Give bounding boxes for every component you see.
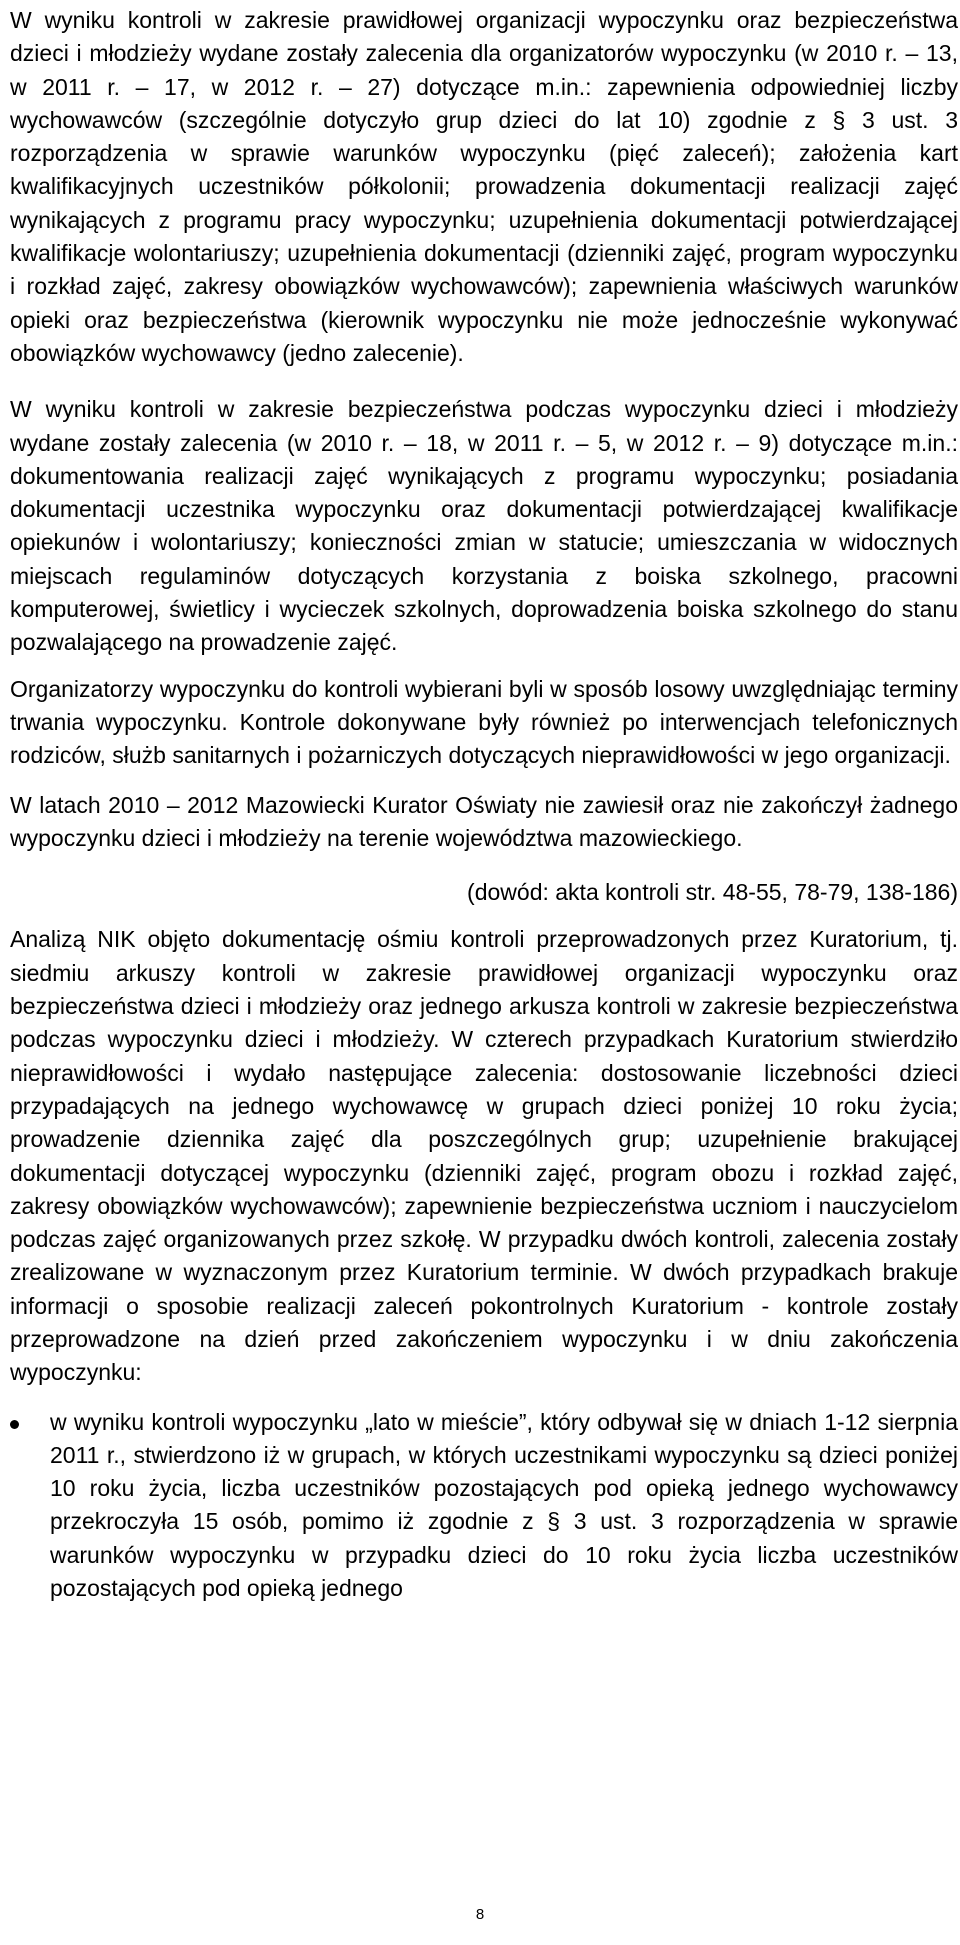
bullet-icon: [10, 1420, 19, 1429]
paragraph-safety-recommendations: W wyniku kontroli w zakresie bezpieczeństwa podczas wypoczynku dzieci i młodzieży wydane zostały zalecenia (w 2010 r. – 18, w 2011 r. – 5, w 2012 r. – 9) dotyczące m.in.: dokumentowania realizacji zajęć wynikających z programu wypoczynku; posiadania dokumentacji uczestnika wypoczynku oraz dokumentacji potwierdzającej kwalifikacje opiekunów i wolontariuszy; konieczności zmian w statucie; umieszczania w widocznych miejscach regulaminów dotyczących korzystania z boiska szkolnego, pracowni komputerowej, świetlicy i wycieczek szkolnych, doprowadzenia boiska szkolnego do stanu pozwalającego na prowadzenie zajęć.: [10, 396, 958, 656]
document-page: [10, 4, 958, 1605]
paragraph-no-suspension: W latach 2010 – 2012 Mazowiecki Kurator Oświaty nie zawiesił oraz nie zakończył żadnego wypoczynku dzieci i młodzieży na terenie województwa mazowieckiego.: [10, 791, 958, 851]
bullet-list: [10, 1406, 958, 1606]
page-number: 8: [475, 1906, 485, 1923]
paragraph-organization-recommendations: W wyniku kontroli w zakresie prawidłowej organizacji wypoczynku oraz bezpieczeństwa dzieci i młodzieży wydane zostały zalecenia dla organizatorów wypoczynku (w 2010 r. – 13, w 2011 r. – 17, w 2012 r. – 27) dotyczące m.in.: zapewnienia odpowiedniej liczby wychowawców (szczególnie dotyczyło grup dzieci do lat 10) zgodnie z § 3 ust. 3 rozporządzenia w sprawie warunków wypoczynku (pięć zaleceń); założenia kart kwalifikacyjnych uczestników półkolonii; prowadzenia dokumentacji realizacji zajęć wynikających z programu pracy wypoczynku; uzupełnienia dokumentacji potwierdzającej kwalifikacje wolontariuszy; uzupełnienia dokumentacji (dzienniki zajęć, program wypoczynku i rozkład zajęć, zakresy obowiązków wychowawców); zapewnienia właściwych warunków opieki oraz bezpieczeństwa (kierownik wypoczynku nie może jednocześnie wykonywać obowiązków wychowawcy (jedno zalecenie).: [10, 7, 958, 366]
evidence-reference: (dowód: akta kontroli str. 48-55, 78-79, 138-186): [467, 879, 958, 906]
bullet-text: w wyniku kontroli wypoczynku „lato w mieście”, który odbywał się w dniach 1-12 sierpnia 2011 r., stwierdzono iż w grupach, w których uczestnikami wypoczynku są dzieci poniżej 10 roku życia, liczba uczestników pozostających pod opieką jednego wychowawcy przekroczyła 15 osób, pomimo iż zgodnie z § 3 ust. 3 rozporządzenia w sprawie warunków wypoczynku w przypadku dzieci do 10 roku życia liczba uczestników pozostających pod opieką jednego: [50, 1408, 958, 1602]
list-item: [10, 1406, 958, 1606]
paragraph-control-selection: Organizatorzy wypoczynku do kontroli wybierani byli w sposób losowy uwzględniając terminy trwania wypoczynku. Kontrole dokonywane były również po interwencjach telefonicznych rodziców, służb sanitarnych i pożarniczych dotyczących nieprawidłowości w jego organizacji.: [10, 675, 958, 769]
paragraph-nik-analysis: Analizą NIK objęto dokumentację ośmiu kontroli przeprowadzonych przez Kuratorium, tj. siedmiu arkuszy kontroli w zakresie prawidłowej organizacji wypoczynku oraz bezpieczeństwa dzieci i młodzieży oraz jednego arkusza kontroli w zakresie bezpieczeństwa podczas wypoczynku dzieci i młodzieży. W czterech przypadkach Kuratorium stwierdziło nieprawidłowości i wydało następujące zalecenia: dostosowanie liczebności dzieci przypadających na jednego wychowawcę w grupach dzieci poniżej 10 roku życia; prowadzenie dziennika zajęć dla poszczególnych grup; uzupełnienie brakującej dokumentacji dotyczącej wypoczynku (dzienniki zajęć, program obozu i rozkład zajęć, zakresy obowiązków wychowawców); zapewnienie bezpieczeństwa uczniom i nauczycielom podczas zajęć organizowanych przez szkołę. W przypadku dwóch kontroli, zalecenia zostały zrealizowane w wyznaczonym przez Kuratorium terminie. W dwóch przypadkach brakuje informacji o sposobie realizacji zaleceń pokontrolnych Kuratorium - kontrole zostały przeprowadzone na dzień przed zakończeniem wypoczynku i w dniu zakończenia wypoczynku:: [10, 926, 958, 1386]
